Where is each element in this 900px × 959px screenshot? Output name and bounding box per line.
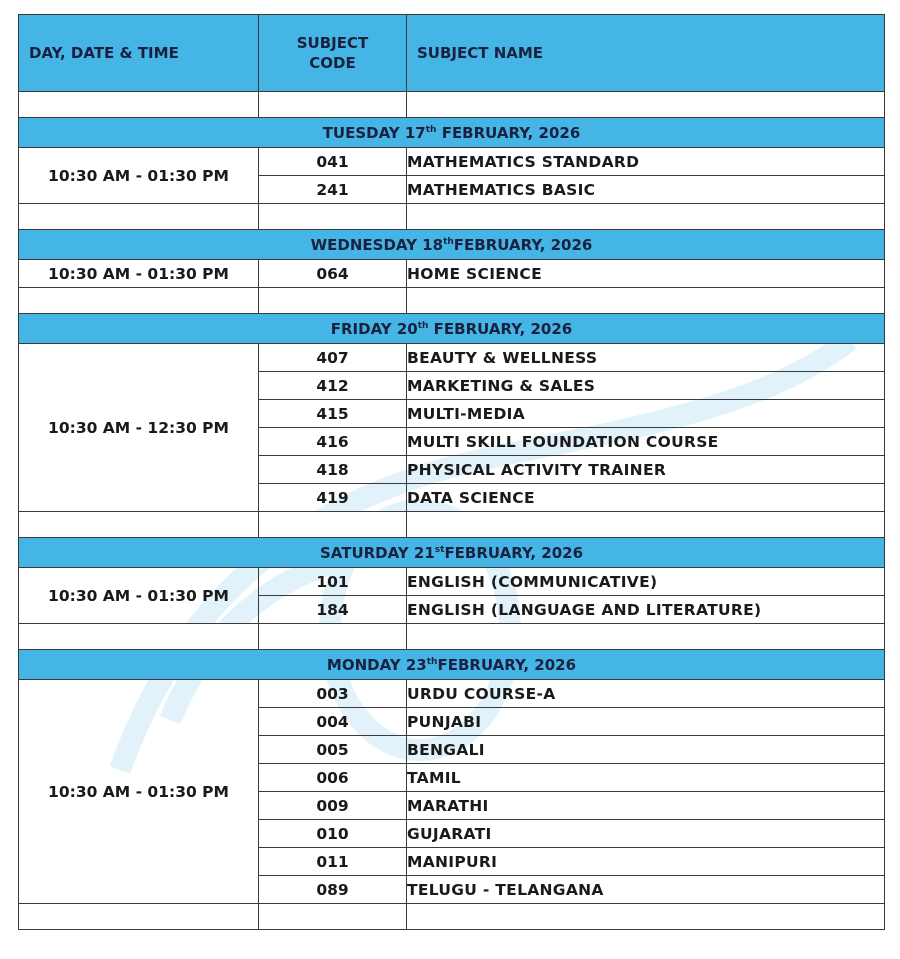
subject-name: PHYSICAL ACTIVITY TRAINER	[407, 456, 885, 484]
header-day-date-time: DAY, DATE & TIME	[19, 15, 259, 92]
date-row	[19, 650, 885, 680]
subject-name: MANIPURI	[407, 848, 885, 876]
date-month-year: FEBRUARY, 2026	[444, 543, 584, 562]
empty-cell	[259, 288, 407, 314]
empty-cell	[407, 904, 885, 930]
subject-code: 419	[259, 484, 407, 512]
empty-cell	[19, 624, 259, 650]
date-row	[19, 118, 885, 148]
empty-cell	[19, 204, 259, 230]
schedule-body	[19, 92, 885, 930]
subject-code: 418	[259, 456, 407, 484]
spacer-row	[19, 204, 885, 230]
subject-name: DATA SCIENCE	[407, 484, 885, 512]
exam-time: 10:30 AM - 01:30 PM	[19, 568, 259, 624]
subject-code: 412	[259, 372, 407, 400]
empty-cell	[259, 204, 407, 230]
empty-cell	[19, 512, 259, 538]
subject-code: 101	[259, 568, 407, 596]
date-row	[19, 538, 885, 568]
spacer-row	[19, 624, 885, 650]
subject-code: 011	[259, 848, 407, 876]
date-month-year: FEBRUARY, 2026	[428, 319, 573, 338]
subject-code: 004	[259, 708, 407, 736]
subject-name: MATHEMATICS STANDARD	[407, 148, 885, 176]
date-row	[19, 230, 885, 260]
exam-time: 10:30 AM - 01:30 PM	[19, 260, 259, 288]
date-ordinal-suffix: st	[434, 544, 445, 555]
date-weekday: TUESDAY 17	[322, 123, 426, 142]
spacer-row	[19, 288, 885, 314]
subject-name: MARATHI	[407, 792, 885, 820]
subject-row	[19, 680, 885, 708]
spacer-row	[19, 92, 885, 118]
date-weekday: FRIDAY 20	[330, 319, 418, 338]
date-ordinal-suffix: th	[443, 236, 454, 247]
subject-name: HOME SCIENCE	[407, 260, 885, 288]
subject-code: 003	[259, 680, 407, 708]
subject-code: 010	[259, 820, 407, 848]
empty-cell	[19, 92, 259, 118]
subject-code: 009	[259, 792, 407, 820]
date-heading	[19, 118, 885, 148]
subject-code: 064	[259, 260, 407, 288]
date-ordinal-suffix: th	[417, 320, 429, 331]
header-subject-name: SUBJECT NAME	[407, 15, 885, 92]
subject-code: 241	[259, 176, 407, 204]
date-month-year: FEBRUARY, 2026	[437, 655, 577, 674]
subject-code: 041	[259, 148, 407, 176]
date-month-year: FEBRUARY, 2026	[436, 123, 581, 142]
empty-cell	[407, 92, 885, 118]
subject-name: BEAUTY & WELLNESS	[407, 344, 885, 372]
date-heading	[19, 650, 885, 680]
exam-time: 10:30 AM - 01:30 PM	[19, 148, 259, 204]
table-header-row	[19, 15, 885, 92]
subject-name: BENGALI	[407, 736, 885, 764]
date-row	[19, 314, 885, 344]
subject-name: ENGLISH (LANGUAGE AND LITERATURE)	[407, 596, 885, 624]
empty-cell	[19, 288, 259, 314]
date-ordinal-suffix: th	[426, 656, 438, 667]
subject-row	[19, 260, 885, 288]
subject-name: MULTI SKILL FOUNDATION COURSE	[407, 428, 885, 456]
subject-name: MULTI-MEDIA	[407, 400, 885, 428]
header-subject-code-line2: CODE	[309, 54, 356, 72]
date-month-year: FEBRUARY, 2026	[453, 235, 593, 254]
date-weekday: SATURDAY 21	[319, 543, 435, 562]
subject-name: URDU COURSE-A	[407, 680, 885, 708]
empty-cell	[259, 624, 407, 650]
exam-time: 10:30 AM - 01:30 PM	[19, 680, 259, 904]
empty-cell	[259, 92, 407, 118]
subject-row	[19, 568, 885, 596]
subject-name: ENGLISH (COMMUNICATIVE)	[407, 568, 885, 596]
empty-cell	[407, 204, 885, 230]
subject-code: 006	[259, 764, 407, 792]
empty-cell	[407, 512, 885, 538]
subject-name: TAMIL	[407, 764, 885, 792]
empty-cell	[259, 512, 407, 538]
subject-row	[19, 344, 885, 372]
subject-name: PUNJABI	[407, 708, 885, 736]
empty-cell	[407, 624, 885, 650]
exam-time: 10:30 AM - 12:30 PM	[19, 344, 259, 512]
subject-code: 184	[259, 596, 407, 624]
empty-cell	[407, 288, 885, 314]
subject-name: TELUGU - TELANGANA	[407, 876, 885, 904]
subject-code: 005	[259, 736, 407, 764]
subject-code: 089	[259, 876, 407, 904]
date-heading	[19, 538, 885, 568]
date-weekday: MONDAY 23	[326, 655, 427, 674]
date-ordinal-suffix: th	[425, 124, 437, 135]
date-heading	[19, 230, 885, 260]
header-subject-code-line1: SUBJECT	[296, 34, 369, 52]
empty-cell	[19, 904, 259, 930]
exam-schedule-table	[18, 14, 885, 930]
subject-code: 407	[259, 344, 407, 372]
spacer-row	[19, 512, 885, 538]
subject-name: MARKETING & SALES	[407, 372, 885, 400]
subject-code: 415	[259, 400, 407, 428]
date-heading	[19, 314, 885, 344]
subject-name: GUJARATI	[407, 820, 885, 848]
spacer-row	[19, 904, 885, 930]
header-subject-code	[259, 15, 407, 92]
subject-name: MATHEMATICS BASIC	[407, 176, 885, 204]
date-weekday: WEDNESDAY 18	[310, 235, 444, 254]
empty-cell	[259, 904, 407, 930]
subject-row	[19, 148, 885, 176]
subject-code: 416	[259, 428, 407, 456]
